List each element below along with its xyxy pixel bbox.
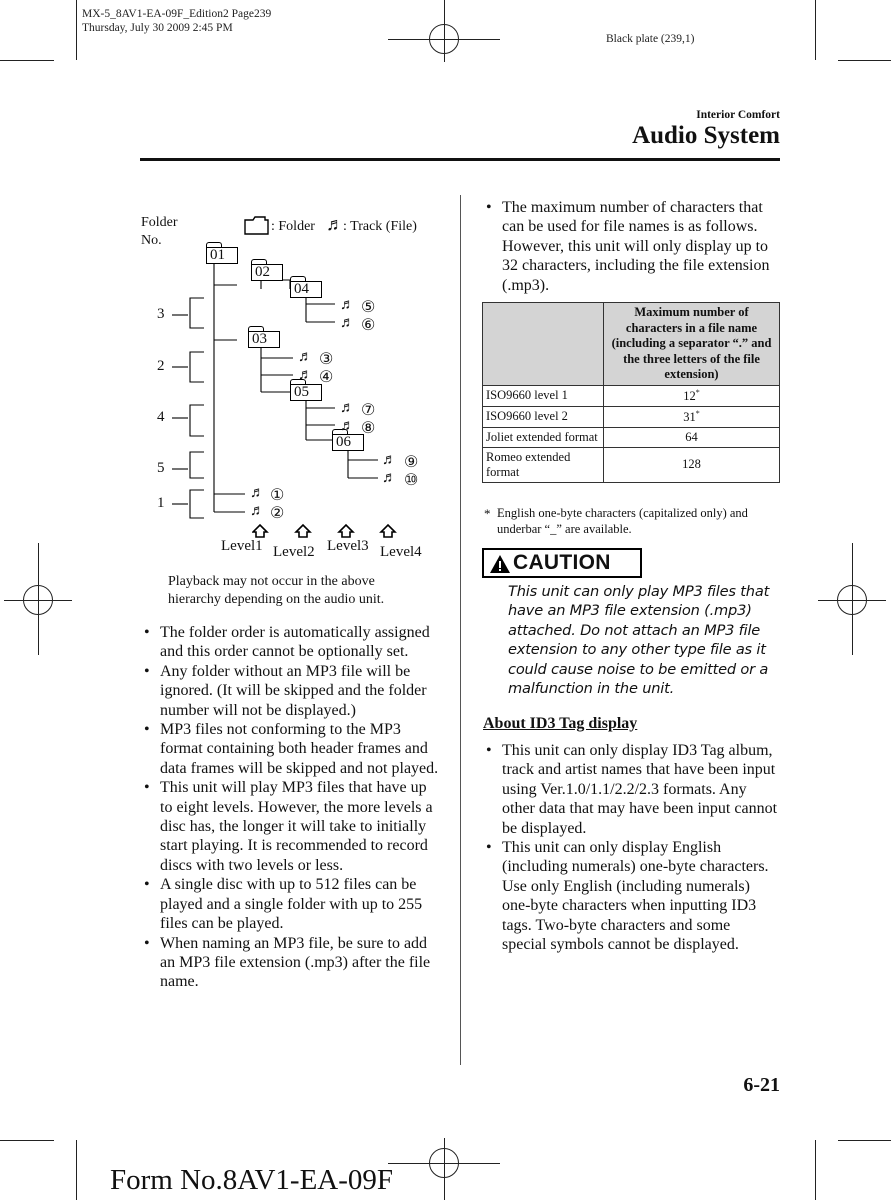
table-corner-cell <box>483 303 604 386</box>
track-4: ④ <box>319 369 334 386</box>
left-bullet-list <box>141 623 441 992</box>
table-cell-format: ISO9660 level 2 <box>483 406 604 427</box>
table-header: Maximum number of characters in a file name (including a separator “.” and the three letters of the file extension) <box>604 303 780 386</box>
table-cell-format: ISO9660 level 1 <box>483 385 604 406</box>
track-5: ⑤ <box>361 299 376 316</box>
folder-number: 4 <box>157 409 165 425</box>
music-note-icon: ♬ <box>326 214 344 234</box>
list-item: • A single disc with up to 512 files can be played and a single folder with up to 255 files can be played. <box>141 875 441 933</box>
form-number: Form No.8AV1-EA-09F <box>110 1164 394 1196</box>
music-note-icon: ♬ <box>340 400 355 416</box>
table-footnote: English one-byte characters (capitalized only) and underbar “_” are available. <box>497 506 748 536</box>
track-3: ③ <box>319 351 334 368</box>
music-note-icon: ♬ <box>340 315 355 331</box>
plate-label: Black plate (239,1) <box>606 33 695 45</box>
track-2: ② <box>270 505 285 522</box>
list-item: • Any folder without an MP3 file will be ignored. (It will be skipped and the folder number will not be displayed.) <box>141 662 441 720</box>
track-7: ⑦ <box>361 402 376 419</box>
print-date-line: Thursday, July 30 2009 2:45 PM <box>82 22 233 34</box>
list-item: • This unit can only display ID3 Tag album, track and artist names that have been input using Ver.1.0/1.1/2.2/2.3 formats. Any other data that may have been input cannot be displayed. <box>483 741 778 838</box>
list-item: • The folder order is automatically assigned and this order cannot be optionally set. <box>141 623 441 662</box>
filename-length-table <box>482 302 780 483</box>
filename-limit-note <box>483 198 778 295</box>
table-cell-value: 128 <box>604 447 780 482</box>
table-row <box>483 427 780 447</box>
section-label: Interior Comfort <box>696 109 780 121</box>
music-note-icon: ♬ <box>382 470 397 486</box>
table-cell-value: 12 <box>683 388 696 403</box>
list-item: • MP3 files not conforming to the MP3 format containing both header frames and data frames will be skipped and not played. <box>141 720 441 778</box>
track-10: ⑩ <box>404 472 419 489</box>
table-cell-value: 64 <box>604 427 780 447</box>
print-file-line: MX-5_8AV1-EA-09F_Edition2 Page239 <box>82 8 272 20</box>
level-1-label: Level1 <box>221 538 263 554</box>
folder-06: 06 <box>332 434 364 451</box>
music-note-icon: ♬ <box>250 503 265 519</box>
folder-number: 2 <box>157 358 165 374</box>
folder-01: 01 <box>206 247 238 264</box>
music-note-icon: ♬ <box>298 349 313 365</box>
folder-04: 04 <box>290 281 322 298</box>
caution-label: CAUTION <box>513 551 611 574</box>
table-row <box>483 447 780 482</box>
level-2-label: Level2 <box>273 544 315 560</box>
folder-number: 1 <box>157 495 165 511</box>
music-note-icon: ♬ <box>340 297 355 313</box>
track-8: ⑧ <box>361 420 376 437</box>
title-rule <box>140 158 780 161</box>
track-9: ⑨ <box>404 454 419 471</box>
caution-text: This unit can only play MP3 files that have an MP3 file extension (.mp3) attached. Do not attach an MP3 file extension to any other type file as it could cause noise to be emitted or a malfunction in the unit. <box>508 583 770 698</box>
figure-caption: Playback may not occur in the above hierarchy depending on the audio unit. <box>168 574 385 607</box>
folder-no-label: Folder No. <box>141 215 178 248</box>
table-cell-format: Joliet extended format <box>483 427 604 447</box>
table-cell-format: Romeo extended format <box>483 447 604 482</box>
warning-icon <box>489 554 511 574</box>
folder-icon <box>244 216 270 236</box>
level-arrows <box>252 523 412 539</box>
level-3-label: Level3 <box>327 538 369 554</box>
music-note-icon: ♬ <box>298 367 313 383</box>
music-note-icon: ♬ <box>340 418 355 434</box>
table-row <box>483 385 780 406</box>
table-footnote-mark: * <box>484 506 491 521</box>
track-1: ① <box>270 487 285 504</box>
folder-03: 03 <box>248 331 280 348</box>
table-row <box>483 406 780 427</box>
legend-folder: : Folder <box>271 219 315 234</box>
list-item: • This unit will play MP3 files that have up to eight levels. However, the more levels a disc has, the longer it will take to initially start playing. It is recommended to record discs with two levels or less. <box>141 778 441 875</box>
list-item: • The maximum number of characters that can be used for file names is as follows. However, this unit will only display up to 32 characters, including the file extension (.mp3). <box>483 198 778 295</box>
footnote-mark: * <box>695 387 700 397</box>
list-item: • This unit can only display English (including numerals) one-byte characters. Use only English (including numerals) one-byte characters when inputting ID3 tags. Two-byte characters and some special symbols cannot be displayed. <box>483 838 778 954</box>
caution-badge <box>482 548 642 578</box>
level-4-label: Level4 <box>380 544 422 560</box>
track-6: ⑥ <box>361 317 376 334</box>
folder-number: 5 <box>157 460 165 476</box>
page-title: Audio System <box>632 122 780 149</box>
music-note-icon: ♬ <box>250 485 265 501</box>
list-item: • When naming an MP3 file, be sure to add an MP3 file extension (.mp3) after the file name. <box>141 934 441 992</box>
page-number: 6-21 <box>743 1074 780 1096</box>
footnote-mark: * <box>695 408 700 418</box>
folder-05: 05 <box>290 384 322 401</box>
legend-track: : Track (File) <box>343 219 417 234</box>
table-cell-value: 31 <box>683 409 696 424</box>
column-divider <box>460 195 461 1065</box>
music-note-icon: ♬ <box>382 452 397 468</box>
folder-02: 02 <box>251 264 283 281</box>
id3-bullet-list <box>483 741 778 954</box>
id3-heading: About ID3 Tag display <box>483 715 638 732</box>
folder-number: 3 <box>157 306 165 322</box>
